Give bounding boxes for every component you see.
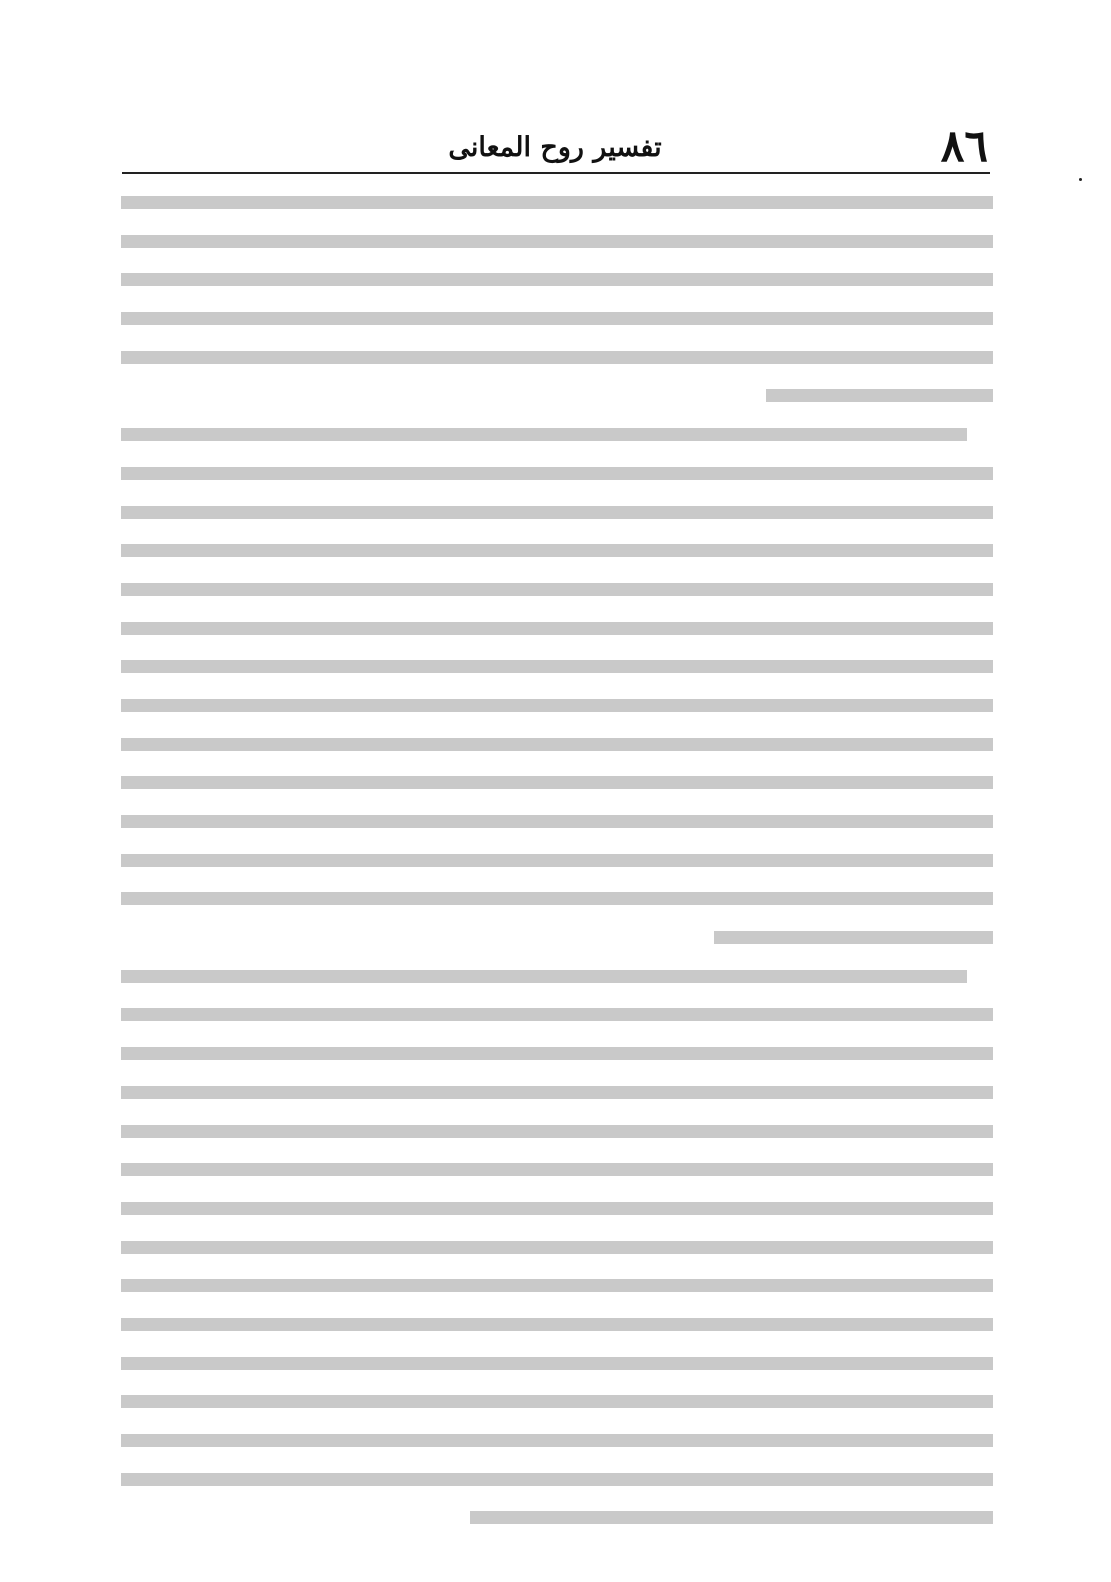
text-line [121, 609, 993, 648]
text-line-ink [121, 699, 993, 712]
text-line [121, 454, 993, 493]
text-line [121, 260, 993, 299]
text-line-ink [766, 389, 993, 402]
text-line [121, 1034, 993, 1073]
text-line-ink [121, 1008, 993, 1021]
text-line [121, 1305, 993, 1344]
text-line [121, 1382, 993, 1421]
text-line-ink [121, 273, 993, 286]
text-line [121, 1460, 993, 1499]
text-line-ink [121, 815, 993, 828]
text-line-ink [121, 1395, 993, 1408]
text-line [121, 995, 993, 1034]
text-line-ink [121, 351, 993, 364]
text-line-ink [121, 1279, 993, 1292]
text-line-ink [121, 660, 993, 673]
text-line-ink [714, 931, 993, 944]
text-line-ink [121, 1241, 993, 1254]
text-line [121, 376, 993, 415]
text-line-ink [121, 1125, 993, 1138]
text-line-ink [121, 1202, 993, 1215]
text-line-ink [121, 1357, 993, 1370]
text-line-ink [121, 1163, 993, 1176]
text-line [121, 415, 993, 454]
text-line-ink [121, 1318, 993, 1331]
text-line [121, 338, 993, 377]
text-line-ink [121, 428, 967, 441]
body-text-block [121, 183, 993, 1537]
page-number: ٨٦ [940, 121, 988, 172]
text-line [121, 686, 993, 725]
text-line-ink [121, 1047, 993, 1060]
text-line [121, 1344, 993, 1383]
text-line [121, 725, 993, 764]
text-line-ink [121, 506, 993, 519]
text-line-ink [121, 583, 993, 596]
text-line [121, 841, 993, 880]
text-line [121, 183, 993, 222]
text-line [121, 647, 993, 686]
text-line-ink [121, 738, 993, 751]
text-line [121, 1421, 993, 1460]
text-line [121, 531, 993, 570]
text-line [121, 763, 993, 802]
text-line [121, 802, 993, 841]
text-line [121, 299, 993, 338]
text-line-ink [121, 1434, 993, 1447]
text-line [121, 1228, 993, 1267]
text-line-ink [121, 892, 993, 905]
text-line-ink [121, 1086, 993, 1099]
text-line-ink [121, 1473, 993, 1486]
text-line-ink [121, 622, 993, 635]
text-line [121, 918, 993, 957]
text-line-ink [121, 544, 993, 557]
text-line-ink [121, 776, 993, 789]
text-line-ink [121, 235, 993, 248]
text-line-ink [121, 854, 993, 867]
text-line-ink [121, 467, 993, 480]
text-line-ink [470, 1511, 993, 1524]
text-line [121, 1150, 993, 1189]
text-line [121, 879, 993, 918]
text-line [121, 222, 993, 261]
header-rule [122, 172, 990, 174]
text-line [121, 1266, 993, 1305]
text-line [121, 957, 993, 996]
text-line-ink [121, 196, 993, 209]
text-line [121, 1189, 993, 1228]
text-line [121, 1498, 993, 1537]
text-line [121, 1112, 993, 1151]
text-line [121, 1073, 993, 1112]
running-title: تفسير روح المعانى [448, 132, 662, 163]
text-line-ink [121, 970, 967, 983]
page-speck [1079, 178, 1082, 181]
page-header [122, 121, 988, 172]
text-line [121, 570, 993, 609]
text-line [121, 493, 993, 532]
text-line-ink [121, 312, 993, 325]
